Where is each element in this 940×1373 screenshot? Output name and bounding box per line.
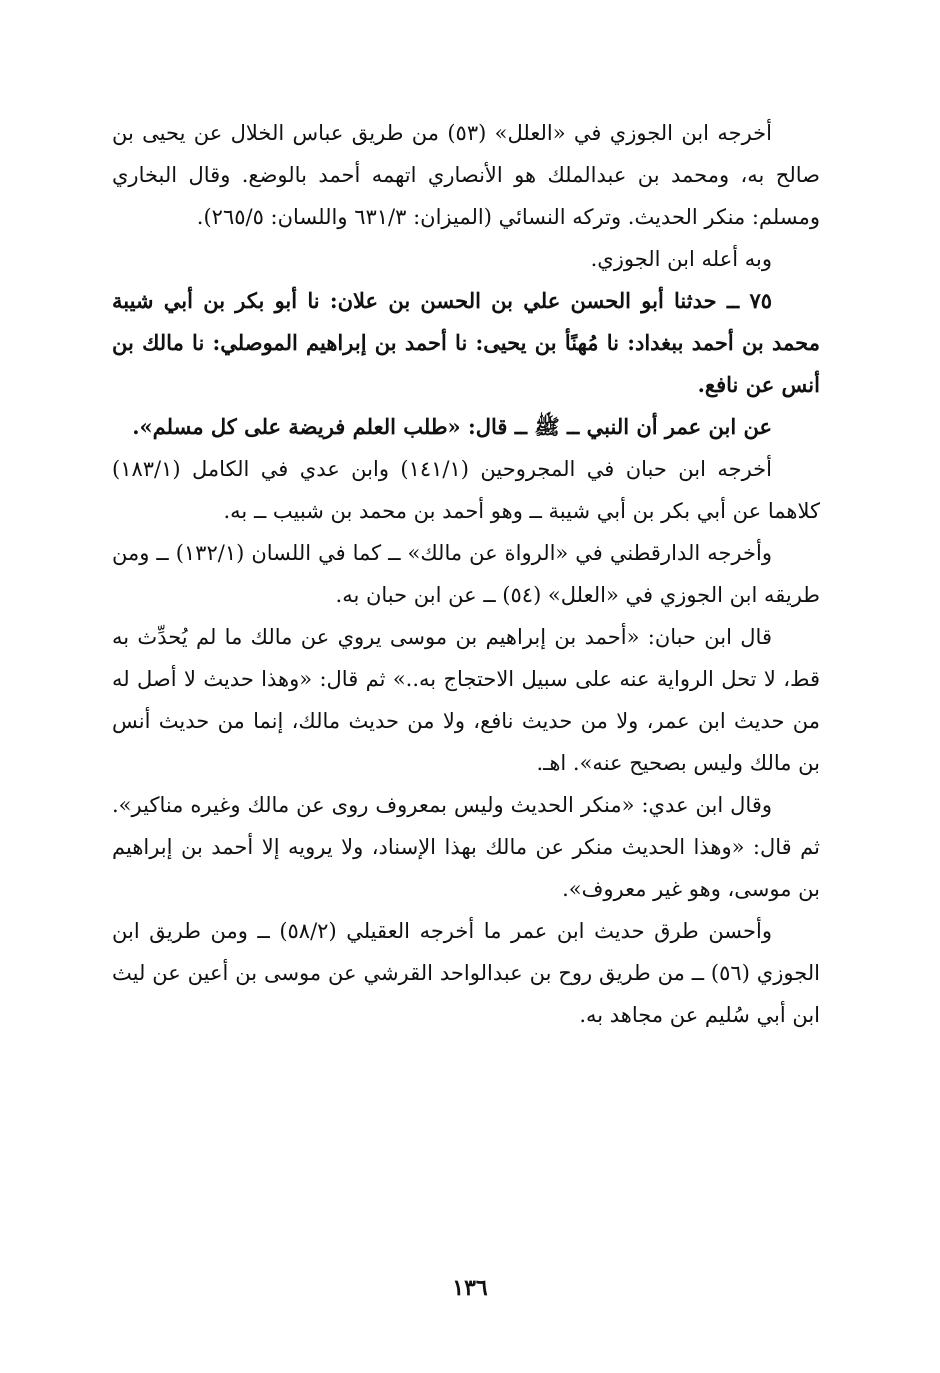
paragraph-ahsan-turuq: وأحسن طرق حديث ابن عمر ما أخرجه العقيلي (٥٨/٢) ــ ومن طريق ابن الجوزي (٥٦) ــ من طريق روح بن عبدالواحد القرشي عن موسى بن أعين عن ليث ابن أبي سُليم عن مجاهد به.: [112, 919, 820, 1027]
paragraph-takhrij-daraqutni: وأخرجه الدارقطني في «الرواة عن مالك» ــ كما في اللسان (١٣٢/١) ــ ومن طريقه ابن الجوزي في «العلل» (٥٤) ــ عن ابن حبان به.: [112, 541, 820, 607]
paragraph-qawl-ibn-hibban: قال ابن حبان: «أحمد بن إبراهيم بن موسى يروي عن مالك ما لم يُحدِّث به قط، لا تحل الرواية عنه على سبيل الاحتجاج به..» ثم قال: «وهذا حديث لا أصل له من حديث ابن عمر، ولا من حديث نافع، ولا من حديث مالك، إنما من حديث أنس بن مالك وليس بصحيح عنه». اهـ.: [112, 625, 820, 775]
paragraph-takhrij-ibn-hibban: أخرجه ابن حبان في المجروحين (١٤١/١) وابن عدي في الكامل (١٨٣/١) كلاهما عن أبي بكر بن أبي شيبة ــ وهو أحمد بن محمد بن شبيب ــ به.: [112, 457, 820, 523]
page-number: ١٣٦: [452, 1275, 488, 1301]
paragraph-qawl-ibn-adi: وقال ابن عدي: «منكر الحديث وليس بمعروف روى عن مالك وغيره مناكير». ثم قال: «وهذا الحديث منكر عن مالك بهذا الإسناد، ولا يرويه إلا أحمد بن إبراهيم بن موسى، وهو غير معروف».: [112, 793, 820, 901]
body-text: [112, 112, 820, 1036]
hadith-matn-75: عن ابن عمر أن النبي ــ ﷺ ــ قال: «طلب العلم فريضة على كل مسلم».: [132, 414, 772, 439]
paragraph-takhrij-ibn-jawzi: أخرجه ابن الجوزي في «العلل» (٥٣) من طريق عباس الخلال عن يحيى بن صالح به، ومحمد بن عبدالملك هو الأنصاري اتهمه أحمد بالوضع. وقال البخاري ومسلم: منكر الحديث. وتركه النسائي (الميزان: ٦٣١/٣ واللسان: ٢٦٥/٥).: [112, 121, 820, 229]
paragraph-illa-note: وبه أعله ابن الجوزي.: [590, 247, 772, 271]
hadith-isnad-75: ٧٥ ــ حدثنا أبو الحسن علي بن الحسن بن علان: نا أبو بكر بن أبي شيبة محمد بن أحمد ببغداد: نا مُهنًأ بن يحيى: نا أحمد بن إبراهيم الموصلي: نا مالك بن أنس عن نافع.: [112, 288, 820, 397]
